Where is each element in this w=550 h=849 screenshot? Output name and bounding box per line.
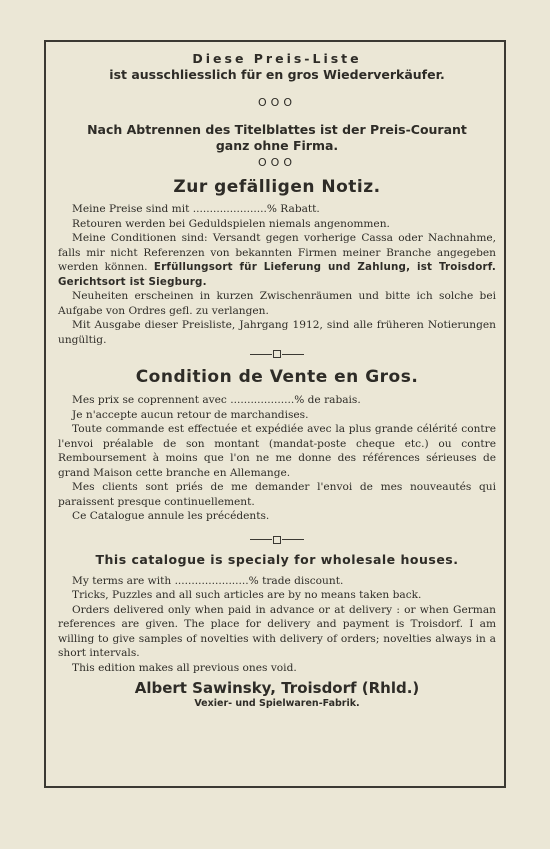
french-section (56, 393, 498, 524)
french-rabais: Mes prix se coprennent avec ...................% de rabais. (72, 394, 361, 406)
firm-name: Albert Sawinsky, Troisdorf (Rhld.) (134, 679, 420, 697)
french-clients: Mes clients sont priés de me demander l'envoi de mes nouveautés qui paraissent presque continuellement. (58, 481, 496, 508)
german-rabatt: Meine Preise sind mit ......................% Rabatt. (72, 203, 320, 215)
separator-ooo: OOO (258, 96, 296, 109)
english-edition: This edition makes all previous ones void. (72, 661, 297, 674)
german-ausgabe: Mit Ausgabe dieser Preisliste, Jahrgang 1912, sind alle früheren Notierungen ungültig. (58, 319, 496, 346)
french-catalogue: Ce Catalogue annule les précédents. (72, 510, 270, 522)
german-section (56, 202, 498, 347)
separator-ooo-2: OOO (258, 156, 296, 169)
content (56, 50, 498, 710)
english-section (56, 574, 498, 676)
english-terms: My terms are with ......................% trade discount. (72, 574, 344, 587)
header-line-3: Nach Abtrennen des Titelblattes ist der Preis-Courant (87, 122, 467, 137)
divider-2 (56, 534, 498, 546)
english-orders: Orders delivered only when paid in advance or at delivery : or when German references are given. The place for delivery and payment is Troisdorf. I am willing to give samples of novelties with delivery of orders; novelties always in a short intervals. (58, 603, 496, 659)
german-title: Zur gefälligen Notiz. (173, 177, 381, 197)
header-line-1: Diese Preis-Liste (192, 51, 362, 66)
german-retouren: Retouren werden bei Geduldspielen niemals angenommen. (72, 217, 390, 230)
english-title: This catalogue is specialy for wholesale houses. (95, 551, 459, 567)
header (56, 51, 498, 170)
french-commande: Toute commande est effectuée et expédiée avec la plus grande célérité contre l'envoi préalable de son montant (mandat-poste cheque etc.) ou contre Remboursement à moins que l'on ne me donne des références sérieuses de grand Maison cette branche en Allemange. (58, 423, 496, 479)
german-neuheiten: Neuheiten erscheinen in kurzen Zwischenräumen und bitte ich solche bei Aufgabe von Ordres gefl. zu verlangen. (58, 290, 496, 317)
header-line-2: ist ausschliesslich für en gros Wiederverkäufer. (109, 67, 445, 82)
divider (56, 348, 498, 360)
french-title: Condition de Vente en Gros. (135, 367, 419, 387)
english-tricks: Tricks, Puzzles and all such articles are by no means taken back. (72, 589, 422, 601)
header-line-4: ganz ohne Firma. (215, 138, 339, 153)
firm-subtitle: Vexier- und Spielwaren-Fabrik. (194, 698, 360, 709)
german-conditionen: Meine Conditionen sind: Versandt gegen vorherige Cassa oder Nachnahme, falls mir nicht Referenzen von bekannten Firmen meiner Branche angegeben werden können. Erfüllungsort für Lieferung und Zahlung, ist Troisdorf. Gerichtsort ist Siegburg. (58, 232, 496, 288)
french-retour: Je n'accepte aucun retour de marchandises. (72, 408, 309, 421)
footer (56, 679, 498, 710)
